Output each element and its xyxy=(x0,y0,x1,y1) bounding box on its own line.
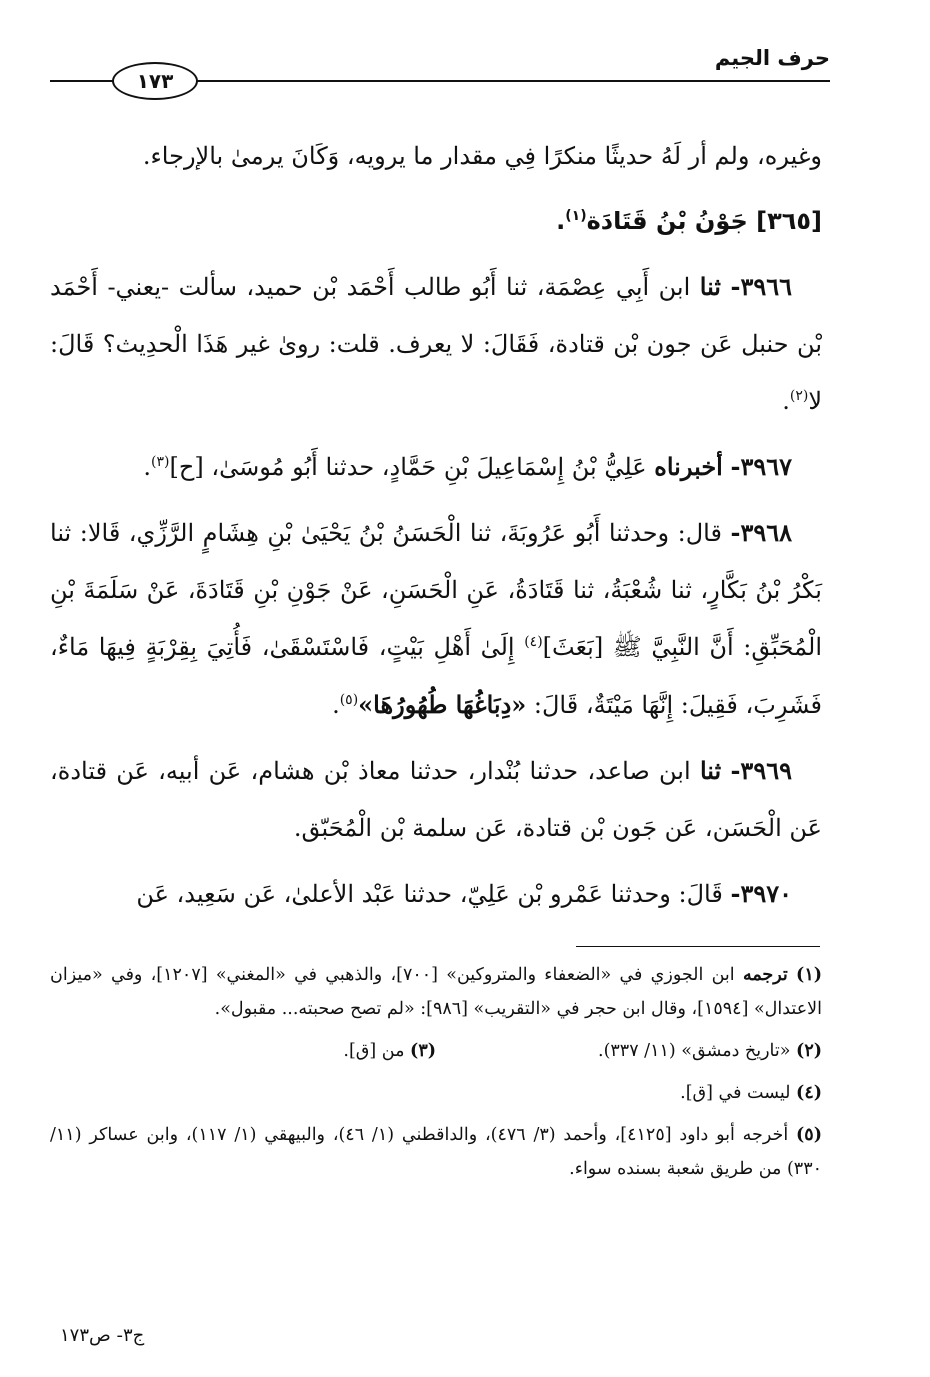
hadith-text: عَلِيُّ بْنُ إِسْمَاعِيلَ بْنِ حَمَّادٍ، حدثنا أَبُو مُوسَىٰ، [ح] xyxy=(169,453,647,481)
biography-heading-text: [٣٦٥] جَوْنُ بْنُ قَتَادَة xyxy=(586,207,822,235)
footnote-1 xyxy=(50,958,822,1026)
hadith-text: قال: وحدثنا أَبُو عَرُوبَةَ، ثنا الْحَسَنُ بْنُ يَحْيَىٰ بْنِ هِشَامٍ الرَّزِّي، قَالا: ثنا بَكْرُ بْنُ بَكَّارٍ، ثنا شُعْبَةُ، ثنا قَتَادَةُ، عَنِ الْحَسَنِ، عَنْ جَوْنِ بْنِ قَتَادَةَ، عَنْ سَلَمَةَ بْنِ الْمُحَبِّقِ: أَنَّ النَّبِيَّ ﷺ [بَعَثَ] xyxy=(50,519,822,661)
footnote-row xyxy=(50,1034,822,1068)
footnote-text: ابن الجوزي في «الضعفاء والمتروكين» [٧٠٠]، والذهبي في «المغني» [١٢٠٧]، وفي «ميزان الاعتدال» [١٥٩٤]، وقال ابن حجر في «التقريب» [٩٨٦]: «لم تصح صحبته... مقبول». xyxy=(50,965,822,1019)
footnote-text: من [ق]. xyxy=(343,1041,405,1061)
page-header xyxy=(50,40,830,100)
footnote-mark: (٥) xyxy=(796,1125,822,1145)
chapter-title: حرف الجيم xyxy=(714,46,830,70)
hadith-number: ٣٩٦٦- xyxy=(730,272,792,301)
footnote-ref-1[interactable]: (١) xyxy=(565,208,587,224)
hadith-end: . xyxy=(143,453,152,481)
footnote-text: ليست في [ق]. xyxy=(680,1083,791,1103)
hadith-number: ٣٩٦٧- xyxy=(730,452,792,481)
volume-page-marker: ج٣- ص١٧٣ xyxy=(60,1325,145,1346)
hadith-text: قَالَ: وحدثنا عَمْرو بْن عَلِيّ، حدثنا عَبْد الأعلىٰ، عَن سَعِيد، عَن xyxy=(136,880,723,908)
footnote-ref-4[interactable]: (٤) xyxy=(524,634,543,650)
hadith-number: ٣٩٦٩- xyxy=(730,756,792,785)
continuation-text: وغيره، ولم أر لَهُ حديثًا منكرًا فِي مقدار ما يرويه، وَكَانَ يرمىٰ بالإرجاء. xyxy=(142,142,822,170)
footnote-5 xyxy=(50,1118,822,1186)
footnote-text: أخرجه أبو داود [٤١٢٥]، وأحمد (٣/ ٤٧٦)، والداقطني (١/ ٤٦)، والبيهقي (١/ ١١٧)، وابن عساكر (١١/ ٣٣٠) من طريق شعبة بسنده سواء. xyxy=(50,1125,822,1179)
hadith-text-continued: إِلَىٰ أَهْلِ بَيْتٍ، فَاسْتَسْقَىٰ، فَأُتِيَ بِقِرْبَةٍ فِيهَا مَاءٌ، فَشَرِبَ، فَقِيلَ: إِنَّهَا مَيْتَةٌ، قَالَ: xyxy=(50,633,822,719)
hadith-3966 xyxy=(50,258,822,430)
hadith-end: . xyxy=(332,691,340,719)
hadith-end: . xyxy=(782,387,790,415)
footnote-3 xyxy=(50,1034,436,1068)
page-number: ١٧٣ xyxy=(136,69,174,93)
footnote-mark: (٤) xyxy=(796,1083,822,1103)
hadith-text: ابن صاعد، حدثنا بُنْدار، حدثنا معاذ بْن هشام، عَن أبيه، عَن قتادة، عَن الْحَسَن، عَن جَون بْن قتادة، عَن سلمة بْن الْمُحَبّق. xyxy=(50,757,822,842)
hadith-3967 xyxy=(50,438,822,496)
hadith-3970 xyxy=(50,865,822,923)
page-number-badge xyxy=(112,62,198,100)
footnote-mark: (٣) xyxy=(410,1041,436,1061)
footnote-mark: (١) xyxy=(796,965,823,985)
footnote-ref-2[interactable]: (٢) xyxy=(789,388,809,404)
hadith-keyword: أخبرناه xyxy=(654,452,723,481)
hadith-3969 xyxy=(50,742,822,857)
footnote-4 xyxy=(50,1076,822,1110)
hadith-3968 xyxy=(50,504,822,734)
footnote-2 xyxy=(436,1034,822,1068)
footnote-ref-5[interactable]: (٥) xyxy=(339,692,359,708)
hadith-text: ابن أَبِي عِصْمَة، ثنا أَبُو طالب أَحْمَد بْن حميد، سألت -يعني- أَحْمَد بْن حنبل عَن جون بْن قتادة، فَقَالَ: لا يعرف. قلت: روىٰ غير هَذَا الْحدِيث؟ قَالَ: لا xyxy=(50,273,822,415)
hadith-keyword: ثنا xyxy=(699,272,721,301)
footnotes xyxy=(50,958,822,1194)
footnote-mark: (٢) xyxy=(796,1041,822,1061)
main-text xyxy=(50,128,822,931)
hadith-keyword: ثنا xyxy=(699,756,722,785)
hadith-number: ٣٩٧٠- xyxy=(730,879,792,908)
footnote-ref-3[interactable]: (٣) xyxy=(151,454,170,470)
footnote-separator xyxy=(576,946,820,947)
footnote-keyword: ترجمه xyxy=(742,965,788,985)
hadith-quote: «دِبَاغُهَا طُهُورُهَا» xyxy=(358,690,527,719)
hadith-number: ٣٩٦٨- xyxy=(730,518,792,547)
continuation-paragraph xyxy=(50,128,822,185)
footnote-text: «تاريخ دمشق» (١١/ ٣٣٧). xyxy=(598,1041,791,1061)
biography-heading: [٣٦٥] جَوْنُ بْنُ قَتَادَة$^{(١)}$. xyxy=(556,207,822,235)
